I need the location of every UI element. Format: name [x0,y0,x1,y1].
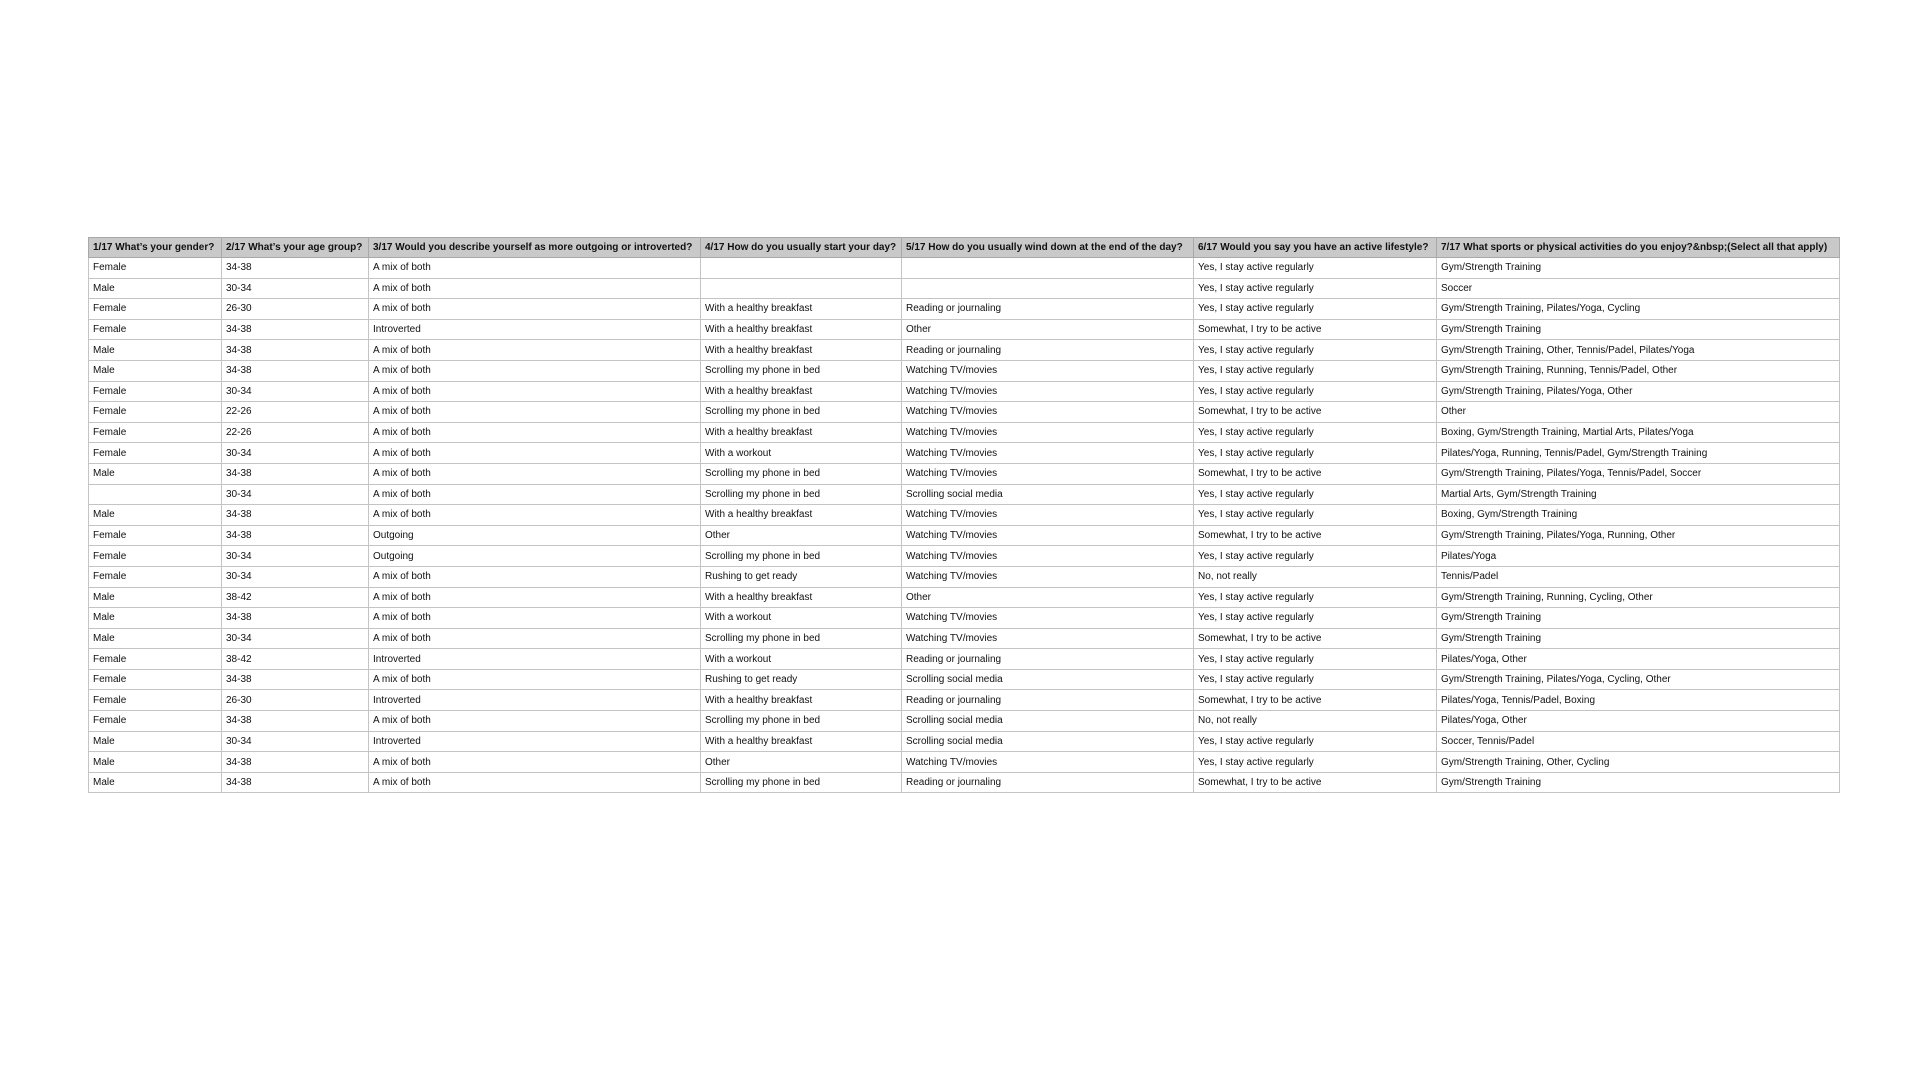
cell-wind-down[interactable]: Reading or journaling [902,299,1194,320]
table-row [89,505,1840,526]
cell-sports[interactable]: Pilates/Yoga, Other [1437,711,1840,732]
cell-active-lifestyle[interactable]: Somewhat, I try to be active [1194,772,1437,793]
table-row [89,319,1840,340]
cell-active-lifestyle[interactable]: Yes, I stay active regularly [1194,422,1437,443]
cell-start-day[interactable]: With a healthy breakfast [701,299,902,320]
header-gender[interactable]: 1/17 What’s your gender? [89,238,222,258]
cell-gender[interactable]: Female [89,402,222,423]
cell-age-group[interactable]: 34-38 [222,669,369,690]
cell-age-group[interactable]: 26-30 [222,299,369,320]
table-row [89,402,1840,423]
header-age-group[interactable]: 2/17 What’s your age group? [222,238,369,258]
cell-start-day[interactable]: Scrolling my phone in bed [701,402,902,423]
cell-personality[interactable]: A mix of both [369,566,701,587]
cell-start-day[interactable]: Scrolling my phone in bed [701,463,902,484]
cell-age-group[interactable]: 34-38 [222,525,369,546]
table-header [89,238,1840,258]
cell-age-group[interactable]: 30-34 [222,381,369,402]
cell-personality[interactable]: Outgoing [369,525,701,546]
table-row [89,711,1840,732]
cell-active-lifestyle[interactable]: Somewhat, I try to be active [1194,525,1437,546]
table-row [89,258,1840,279]
cell-age-group[interactable]: 34-38 [222,505,369,526]
cell-personality[interactable]: Introverted [369,731,701,752]
cell-wind-down[interactable]: Watching TV/movies [902,443,1194,464]
table-row [89,422,1840,443]
header-wind-down[interactable]: 5/17 How do you usually wind down at the end of the day? [902,238,1194,258]
cell-gender[interactable]: Male [89,340,222,361]
table-row [89,690,1840,711]
cell-wind-down[interactable]: Watching TV/movies [902,628,1194,649]
cell-personality[interactable]: A mix of both [369,443,701,464]
cell-age-group[interactable]: 22-26 [222,402,369,423]
cell-age-group[interactable]: 34-38 [222,608,369,629]
cell-personality[interactable]: A mix of both [369,381,701,402]
cell-wind-down[interactable]: Other [902,319,1194,340]
cell-active-lifestyle[interactable]: Somewhat, I try to be active [1194,628,1437,649]
cell-sports[interactable]: Pilates/Yoga, Tennis/Padel, Boxing [1437,690,1840,711]
cell-age-group[interactable]: 30-34 [222,731,369,752]
cell-gender[interactable]: Female [89,422,222,443]
cell-sports[interactable]: Gym/Strength Training [1437,319,1840,340]
cell-wind-down[interactable] [902,278,1194,299]
cell-age-group[interactable]: 30-34 [222,443,369,464]
cell-personality[interactable]: A mix of both [369,340,701,361]
cell-active-lifestyle[interactable]: Yes, I stay active regularly [1194,340,1437,361]
table-row [89,731,1840,752]
cell-wind-down[interactable]: Scrolling social media [902,731,1194,752]
cell-gender[interactable]: Male [89,731,222,752]
cell-start-day[interactable]: With a healthy breakfast [701,422,902,443]
cell-active-lifestyle[interactable]: Yes, I stay active regularly [1194,258,1437,279]
cell-gender[interactable]: Male [89,628,222,649]
table-row [89,299,1840,320]
table-row [89,649,1840,670]
table-body [89,258,1840,793]
cell-active-lifestyle[interactable]: Yes, I stay active regularly [1194,360,1437,381]
cell-start-day[interactable]: With a healthy breakfast [701,731,902,752]
table-row [89,463,1840,484]
table-row [89,566,1840,587]
table-row [89,484,1840,505]
cell-personality[interactable]: Introverted [369,319,701,340]
table-row [89,628,1840,649]
cell-start-day[interactable]: Other [701,752,902,773]
cell-gender[interactable] [89,484,222,505]
cell-age-group[interactable]: 30-34 [222,566,369,587]
cell-active-lifestyle[interactable]: Yes, I stay active regularly [1194,546,1437,567]
cell-sports[interactable]: Soccer [1437,278,1840,299]
cell-sports[interactable]: Boxing, Gym/Strength Training, Martial Arts, Pilates/Yoga [1437,422,1840,443]
cell-start-day[interactable]: With a healthy breakfast [701,340,902,361]
cell-start-day[interactable]: Rushing to get ready [701,566,902,587]
cell-age-group[interactable]: 26-30 [222,690,369,711]
cell-gender[interactable]: Male [89,587,222,608]
cell-start-day[interactable]: Scrolling my phone in bed [701,711,902,732]
cell-sports[interactable]: Gym/Strength Training, Pilates/Yoga, Other [1437,381,1840,402]
cell-age-group[interactable]: 34-38 [222,772,369,793]
header-active-lifestyle[interactable]: 6/17 Would you say you have an active lifestyle? [1194,238,1437,258]
cell-age-group[interactable]: 34-38 [222,340,369,361]
table-row [89,772,1840,793]
cell-gender[interactable]: Female [89,525,222,546]
cell-age-group[interactable]: 30-34 [222,628,369,649]
cell-start-day[interactable]: Scrolling my phone in bed [701,360,902,381]
cell-age-group[interactable]: 30-34 [222,278,369,299]
header-start-day[interactable]: 4/17 How do you usually start your day? [701,238,902,258]
cell-active-lifestyle[interactable]: Somewhat, I try to be active [1194,690,1437,711]
cell-gender[interactable]: Male [89,360,222,381]
cell-active-lifestyle[interactable]: Yes, I stay active regularly [1194,752,1437,773]
cell-gender[interactable]: Female [89,319,222,340]
cell-sports[interactable]: Gym/Strength Training, Running, Tennis/Padel, Other [1437,360,1840,381]
cell-active-lifestyle[interactable]: Somewhat, I try to be active [1194,319,1437,340]
cell-sports[interactable]: Gym/Strength Training [1437,772,1840,793]
cell-gender[interactable]: Female [89,566,222,587]
cell-wind-down[interactable]: Watching TV/movies [902,752,1194,773]
cell-start-day[interactable] [701,258,902,279]
cell-age-group[interactable]: 38-42 [222,649,369,670]
cell-wind-down[interactable]: Scrolling social media [902,484,1194,505]
cell-active-lifestyle[interactable]: Yes, I stay active regularly [1194,731,1437,752]
cell-start-day[interactable]: Scrolling my phone in bed [701,484,902,505]
cell-sports[interactable]: Gym/Strength Training [1437,258,1840,279]
cell-start-day[interactable]: With a workout [701,649,902,670]
cell-start-day[interactable]: Rushing to get ready [701,669,902,690]
cell-start-day[interactable] [701,278,902,299]
cell-age-group[interactable]: 34-38 [222,258,369,279]
cell-sports[interactable]: Pilates/Yoga, Running, Tennis/Padel, Gym/Strength Training [1437,443,1840,464]
cell-gender[interactable]: Female [89,258,222,279]
cell-age-group[interactable]: 34-38 [222,752,369,773]
cell-start-day[interactable]: With a workout [701,608,902,629]
survey-responses-sheet [88,237,1839,793]
cell-sports[interactable]: Gym/Strength Training [1437,628,1840,649]
cell-active-lifestyle[interactable]: Somewhat, I try to be active [1194,402,1437,423]
cell-personality[interactable]: A mix of both [369,402,701,423]
table-row [89,669,1840,690]
cell-wind-down[interactable]: Reading or journaling [902,690,1194,711]
cell-gender[interactable]: Male [89,608,222,629]
cell-sports[interactable]: Gym/Strength Training, Pilates/Yoga, Cycling [1437,299,1840,320]
cell-active-lifestyle[interactable]: Somewhat, I try to be active [1194,463,1437,484]
cell-age-group[interactable]: 34-38 [222,711,369,732]
cell-sports[interactable]: Gym/Strength Training, Pilates/Yoga, Cycling, Other [1437,669,1840,690]
cell-gender[interactable]: Female [89,546,222,567]
cell-active-lifestyle[interactable]: Yes, I stay active regularly [1194,278,1437,299]
cell-personality[interactable]: A mix of both [369,505,701,526]
cell-wind-down[interactable]: Other [902,587,1194,608]
cell-wind-down[interactable]: Watching TV/movies [902,422,1194,443]
cell-age-group[interactable]: 30-34 [222,484,369,505]
cell-wind-down[interactable]: Watching TV/movies [902,381,1194,402]
cell-gender[interactable]: Female [89,649,222,670]
cell-personality[interactable]: A mix of both [369,258,701,279]
cell-sports[interactable]: Pilates/Yoga [1437,546,1840,567]
table-row [89,587,1840,608]
cell-age-group[interactable]: 22-26 [222,422,369,443]
cell-wind-down[interactable]: Watching TV/movies [902,525,1194,546]
cell-personality[interactable]: Introverted [369,649,701,670]
cell-active-lifestyle[interactable]: Yes, I stay active regularly [1194,443,1437,464]
cell-personality[interactable]: A mix of both [369,484,701,505]
cell-personality[interactable]: A mix of both [369,422,701,443]
cell-wind-down[interactable]: Watching TV/movies [902,402,1194,423]
table-row [89,278,1840,299]
cell-active-lifestyle[interactable]: No, not really [1194,566,1437,587]
cell-gender[interactable]: Male [89,772,222,793]
cell-active-lifestyle[interactable]: Yes, I stay active regularly [1194,484,1437,505]
cell-gender[interactable]: Male [89,752,222,773]
cell-sports[interactable]: Pilates/Yoga, Other [1437,649,1840,670]
table-row [89,443,1840,464]
cell-active-lifestyle[interactable]: Yes, I stay active regularly [1194,299,1437,320]
cell-sports[interactable]: Other [1437,402,1840,423]
cell-age-group[interactable]: 30-34 [222,546,369,567]
cell-wind-down[interactable]: Scrolling social media [902,669,1194,690]
cell-sports[interactable]: Gym/Strength Training, Other, Cycling [1437,752,1840,773]
cell-sports[interactable]: Tennis/Padel [1437,566,1840,587]
table-row [89,381,1840,402]
cell-age-group[interactable]: 34-38 [222,319,369,340]
cell-wind-down[interactable] [902,258,1194,279]
cell-personality[interactable]: A mix of both [369,587,701,608]
cell-sports[interactable]: Gym/Strength Training, Other, Tennis/Padel, Pilates/Yoga [1437,340,1840,361]
cell-gender[interactable]: Male [89,278,222,299]
cell-age-group[interactable]: 34-38 [222,360,369,381]
survey-responses-table [88,237,1840,793]
cell-sports[interactable]: Gym/Strength Training, Running, Cycling, Other [1437,587,1840,608]
cell-start-day[interactable]: With a healthy breakfast [701,690,902,711]
cell-wind-down[interactable]: Watching TV/movies [902,608,1194,629]
cell-gender[interactable]: Female [89,299,222,320]
cell-personality[interactable]: A mix of both [369,772,701,793]
cell-active-lifestyle[interactable]: Yes, I stay active regularly [1194,608,1437,629]
table-row [89,360,1840,381]
cell-wind-down[interactable]: Reading or journaling [902,649,1194,670]
cell-start-day[interactable]: With a workout [701,443,902,464]
cell-wind-down[interactable]: Reading or journaling [902,772,1194,793]
cell-personality[interactable]: A mix of both [369,752,701,773]
cell-gender[interactable]: Female [89,443,222,464]
cell-gender[interactable]: Female [89,669,222,690]
cell-start-day[interactable]: With a healthy breakfast [701,587,902,608]
cell-sports[interactable]: Gym/Strength Training [1437,608,1840,629]
cell-age-group[interactable]: 34-38 [222,463,369,484]
cell-wind-down[interactable]: Watching TV/movies [902,360,1194,381]
cell-gender[interactable]: Female [89,381,222,402]
cell-personality[interactable]: A mix of both [369,278,701,299]
cell-personality[interactable]: Outgoing [369,546,701,567]
cell-personality[interactable]: A mix of both [369,463,701,484]
cell-personality[interactable]: A mix of both [369,360,701,381]
cell-personality[interactable]: A mix of both [369,669,701,690]
table-row [89,525,1840,546]
cell-start-day[interactable]: Other [701,525,902,546]
cell-wind-down[interactable]: Watching TV/movies [902,546,1194,567]
cell-gender[interactable]: Female [89,711,222,732]
cell-wind-down[interactable]: Watching TV/movies [902,463,1194,484]
cell-personality[interactable]: A mix of both [369,711,701,732]
cell-gender[interactable]: Female [89,690,222,711]
cell-start-day[interactable]: With a healthy breakfast [701,381,902,402]
cell-active-lifestyle[interactable]: Yes, I stay active regularly [1194,381,1437,402]
cell-wind-down[interactable]: Reading or journaling [902,340,1194,361]
cell-gender[interactable]: Male [89,505,222,526]
cell-start-day[interactable]: Scrolling my phone in bed [701,546,902,567]
cell-personality[interactable]: Introverted [369,690,701,711]
table-row [89,340,1840,361]
cell-personality[interactable]: A mix of both [369,299,701,320]
cell-start-day[interactable]: Scrolling my phone in bed [701,628,902,649]
table-row [89,608,1840,629]
cell-active-lifestyle[interactable]: Yes, I stay active regularly [1194,587,1437,608]
header-personality[interactable]: 3/17 Would you describe yourself as more outgoing or introverted? [369,238,701,258]
cell-personality[interactable]: A mix of both [369,608,701,629]
cell-gender[interactable]: Male [89,463,222,484]
cell-active-lifestyle[interactable]: Yes, I stay active regularly [1194,669,1437,690]
cell-sports[interactable]: Martial Arts, Gym/Strength Training [1437,484,1840,505]
cell-personality[interactable]: A mix of both [369,628,701,649]
table-row [89,752,1840,773]
header-row [89,238,1840,258]
cell-active-lifestyle[interactable]: No, not really [1194,711,1437,732]
cell-sports[interactable]: Soccer, Tennis/Padel [1437,731,1840,752]
cell-active-lifestyle[interactable]: Yes, I stay active regularly [1194,505,1437,526]
cell-age-group[interactable]: 38-42 [222,587,369,608]
cell-sports[interactable]: Boxing, Gym/Strength Training [1437,505,1840,526]
cell-start-day[interactable]: Scrolling my phone in bed [701,772,902,793]
cell-wind-down[interactable]: Watching TV/movies [902,505,1194,526]
cell-start-day[interactable]: With a healthy breakfast [701,505,902,526]
cell-sports[interactable]: Gym/Strength Training, Pilates/Yoga, Running, Other [1437,525,1840,546]
cell-start-day[interactable]: With a healthy breakfast [701,319,902,340]
header-sports[interactable]: 7/17 What sports or physical activities do you enjoy?&nbsp;(Select all that apply) [1437,238,1840,258]
cell-active-lifestyle[interactable]: Yes, I stay active regularly [1194,649,1437,670]
cell-wind-down[interactable]: Watching TV/movies [902,566,1194,587]
cell-wind-down[interactable]: Scrolling social media [902,711,1194,732]
cell-sports[interactable]: Gym/Strength Training, Pilates/Yoga, Tennis/Padel, Soccer [1437,463,1840,484]
table-row [89,546,1840,567]
